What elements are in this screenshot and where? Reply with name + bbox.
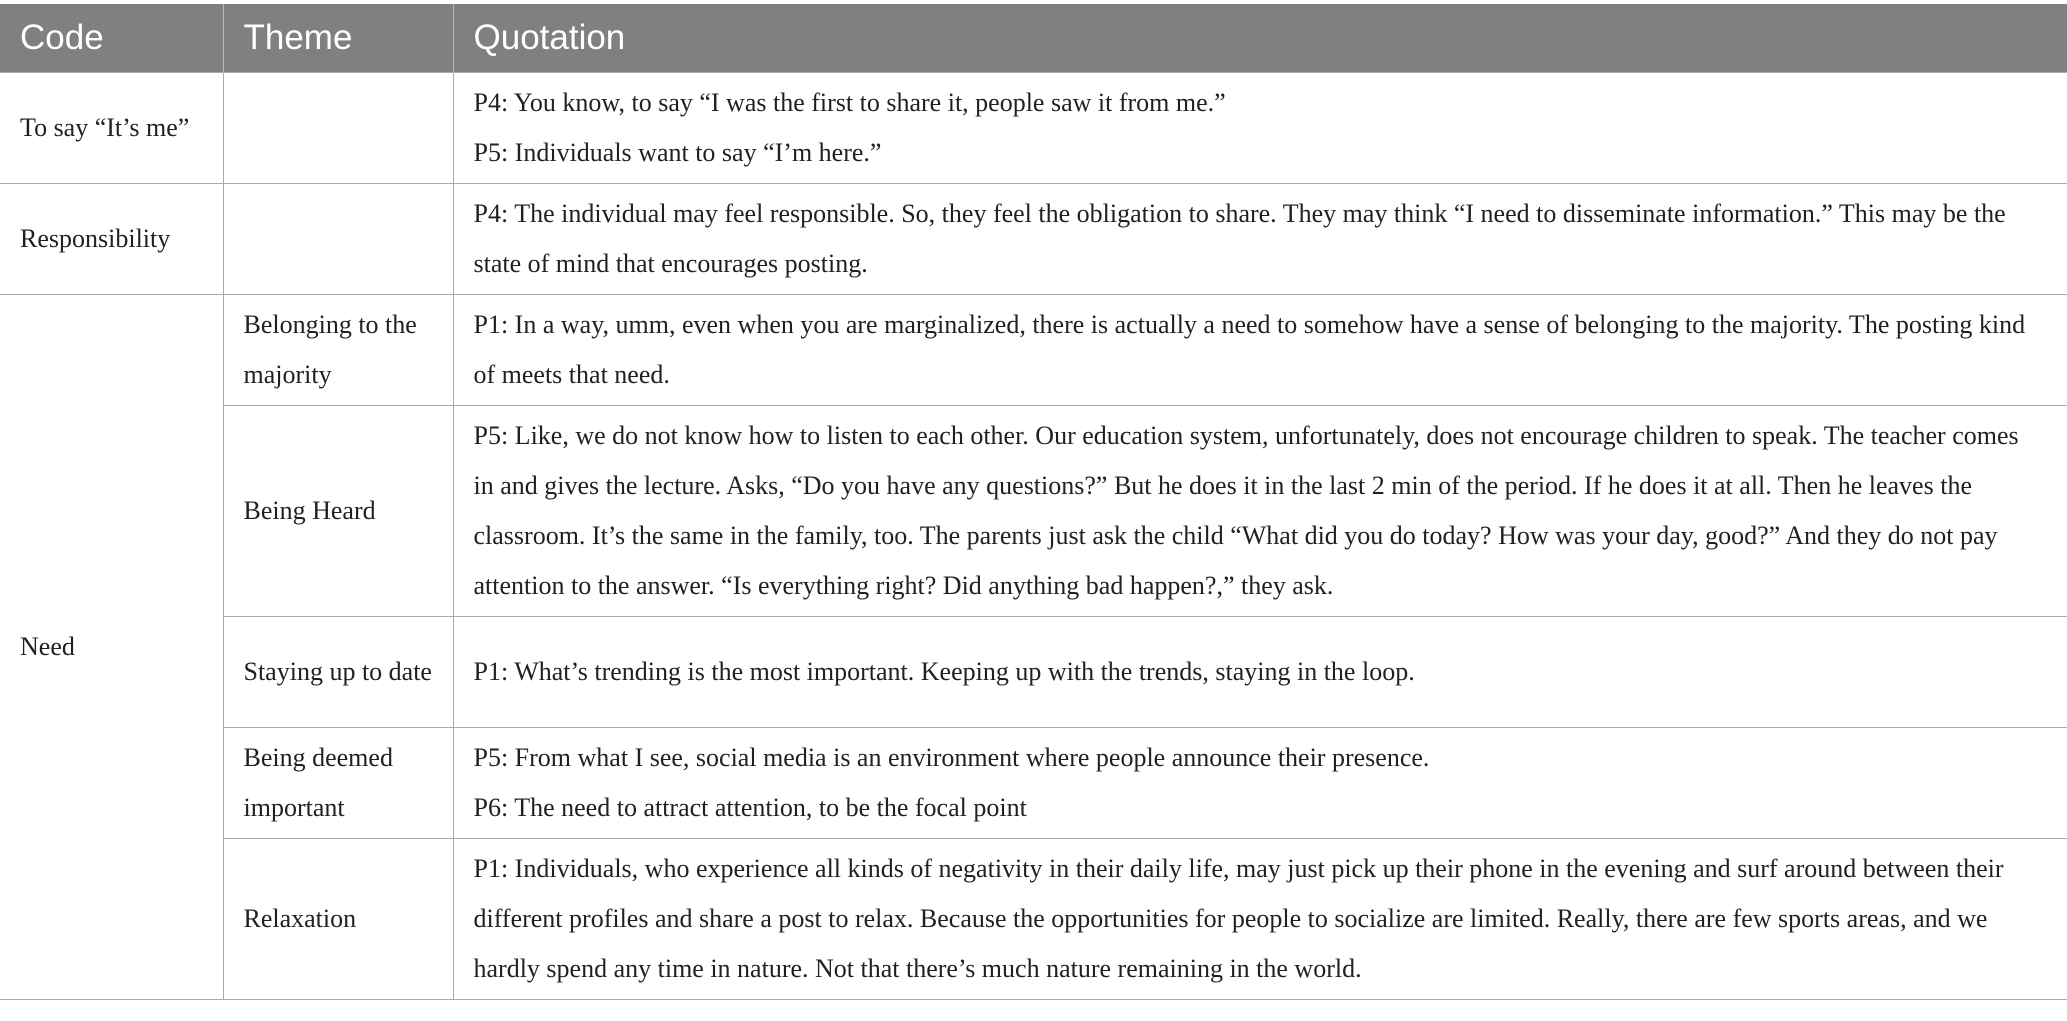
quotation-cell bbox=[453, 184, 2067, 295]
quote-line: P1: In a way, umm, even when you are marginalized, there is actually a need to somehow have a sense of belonging to the majority. The posting kind of meets that need. bbox=[473, 310, 2026, 389]
theme-cell bbox=[223, 184, 453, 295]
quote-line: P5: From what I see, social media is an environment where people announce their presence. bbox=[473, 743, 1430, 772]
header-theme: Theme bbox=[223, 4, 453, 73]
table-row bbox=[0, 839, 2067, 1000]
quotation-cell bbox=[453, 406, 2067, 617]
quotation-cell bbox=[453, 839, 2067, 1000]
quotation-cell bbox=[453, 295, 2067, 406]
quotation-cell bbox=[453, 617, 2067, 728]
quotation-cell bbox=[453, 73, 2067, 184]
quote-line: P4: You know, to say “I was the first to share it, people saw it from me.” bbox=[473, 88, 1226, 117]
quote-line: P6: The need to attract attention, to be the focal point bbox=[473, 793, 1027, 822]
table-row bbox=[0, 73, 2067, 184]
theme-cell: Relaxation bbox=[223, 839, 453, 1000]
theme-cell: Being deemed important bbox=[223, 728, 453, 839]
quote-line: P1: What’s trending is the most important. Keeping up with the trends, staying in the loop. bbox=[473, 657, 1415, 686]
table-row bbox=[0, 295, 2067, 406]
code-cell: To say “It’s me” bbox=[0, 73, 223, 184]
quote-line: P5: Like, we do not know how to listen to each other. Our education system, unfortunately, does not encourage children to speak. The teacher comes in and gives the lecture. Asks, “Do you have any questions?” But he does it in the last 2 min of the period. If he does it at all. Then he leaves the classroom. It’s the same in the family, too. The parents just ask the child “What did you do today? How was your day, good?” And they do not pay attention to the answer. “Is everything right? Did anything bad happen?,” they ask. bbox=[473, 421, 2019, 600]
table-row bbox=[0, 406, 2067, 617]
code-cell: Need bbox=[0, 295, 223, 1000]
quote-line: P4: The individual may feel responsible. So, they feel the obligation to share. They may think “I need to disseminate information.” This may be the state of mind that encourages posting. bbox=[473, 199, 2006, 278]
header-row bbox=[0, 4, 2067, 73]
quotation-table bbox=[0, 4, 2067, 1000]
table-row bbox=[0, 728, 2067, 839]
theme-cell: Belonging to the majority bbox=[223, 295, 453, 406]
code-cell: Responsibility bbox=[0, 184, 223, 295]
table-row bbox=[0, 617, 2067, 728]
table-row bbox=[0, 184, 2067, 295]
quote-line: P5: Individuals want to say “I’m here.” bbox=[473, 138, 882, 167]
quote-line: P1: Individuals, who experience all kinds of negativity in their daily life, may just pick up their phone in the evening and surf around between their different profiles and share a post to relax. Because the opportunities for people to socialize are limited. Really, there are few sports areas, and we hardly spend any time in nature. Not that there’s much nature remaining in the world. bbox=[473, 854, 2004, 983]
theme-cell: Being Heard bbox=[223, 406, 453, 617]
header-code: Code bbox=[0, 4, 223, 73]
theme-cell bbox=[223, 73, 453, 184]
theme-cell: Staying up to date bbox=[223, 617, 453, 728]
quotation-cell bbox=[453, 728, 2067, 839]
header-quotation: Quotation bbox=[453, 4, 2067, 73]
